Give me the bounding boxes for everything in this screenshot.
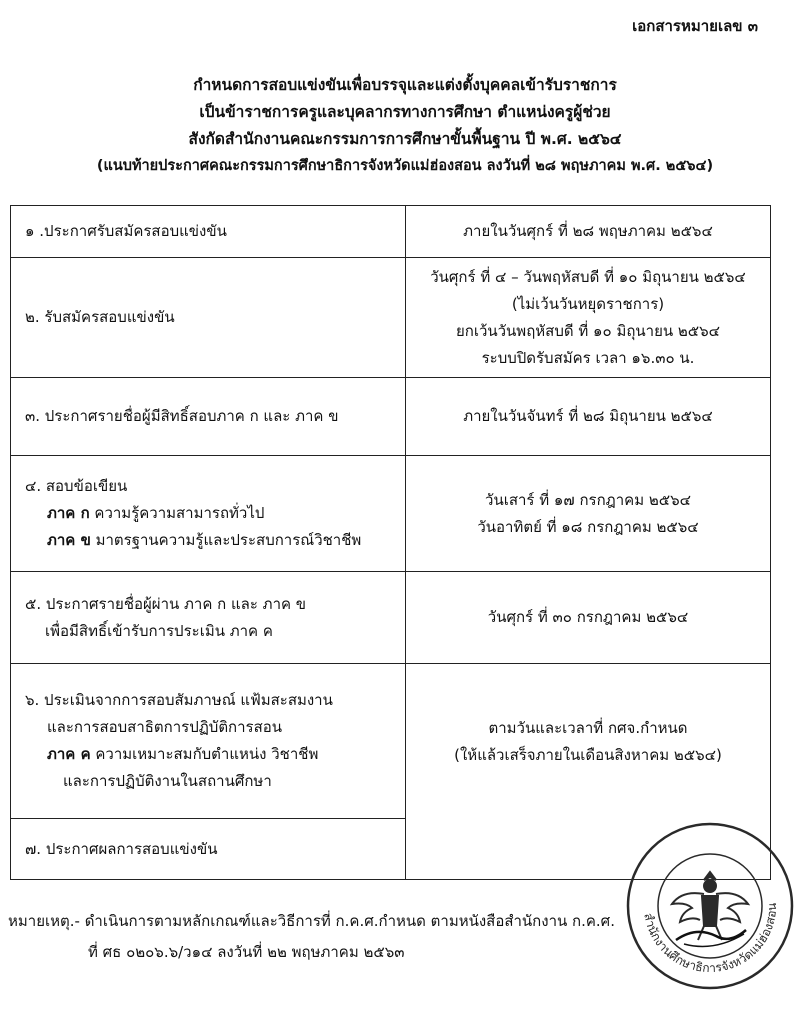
part-a-line: ภาค ก ความรู้ความสามารถทั่วไป — [47, 504, 265, 522]
item-line: เพื่อมีสิทธิ์เข้ารับการประเมิน ภาค ค — [45, 621, 273, 640]
table-row — [11, 664, 771, 819]
office-seal-stamp — [624, 820, 796, 992]
seal-text: สำนักงานศึกษาธิการจังหวัดแม่ฮ่องสอน — [641, 902, 780, 976]
date-line: วันศุกร์ ที่ ๔ – วันพฤหัสบดี ที่ ๑๐ มิถุนายน ๒๕๖๔ — [430, 267, 746, 286]
part-b-line: ภาค ข มาตรฐานความรู้และประสบการณ์วิชาชีพ — [47, 531, 362, 549]
date-pass-list: วันศุกร์ ที่ ๓๐ กรกฎาคม ๒๕๖๔ — [406, 572, 771, 664]
item-pass-list — [11, 572, 406, 664]
table-row — [11, 206, 771, 258]
item-line: ๖. ประเมินจากการสอบสัมภาษณ์ แฟ้มสะสมงาน — [25, 691, 333, 709]
table-row — [11, 572, 771, 664]
date-line: ตามวันและเวลาที่ กศจ.กำหนด — [488, 718, 688, 737]
date-line: วันเสาร์ ที่ ๑๗ กรกฎาคม ๒๕๖๔ — [485, 490, 691, 509]
remark-line-2: ที่ ศธ ๐๒๐๖.๖/ว๑๔ ลงวันที่ ๒๒ พฤษภาคม ๒๕๖๓ — [88, 943, 405, 961]
document-heading — [20, 72, 790, 180]
part-c-line: ภาค ค ความเหมาะสมกับตำแหน่ง วิชาชีพ — [47, 745, 319, 763]
item-line: และการปฏิบัติงานในสถานศึกษา — [63, 772, 272, 790]
heading-line-3: สังกัดสำนักงานคณะกรรมการการศึกษาขั้นพื้นฐาน ปี พ.ศ. ๒๕๖๔ — [188, 130, 622, 148]
date-line: (ให้แล้วเสร็จภายในเดือนสิงหาคม ๒๕๖๔) — [454, 745, 722, 764]
date-written-exam — [406, 456, 771, 572]
remark-line-1: หมายเหตุ.- ดำเนินการตามหลักเกณฑ์และวิธีการที่ ก.ค.ศ.กำหนด ตามหนังสือสำนักงาน ก.ค.ศ. — [8, 912, 615, 930]
heading-line-1: กำหนดการสอบแข่งขันเพื่อบรรจุและแต่งตั้งบุคคลเข้ารับราชการ — [193, 76, 617, 94]
item-assessment — [11, 664, 406, 819]
item-line: และการสอบสาธิตการปฏิบัติการสอน — [47, 718, 283, 736]
date-line: (ไม่เว้นวันหยุดราชการ) — [511, 294, 665, 313]
schedule-table — [10, 205, 771, 880]
part-a-label: ภาค ก — [47, 504, 90, 522]
part-c-label: ภาค ค — [47, 745, 91, 763]
heading-line-4: (แนบท้ายประกาศคณะกรรมการศึกษาธิการจังหวัดแม่ฮ่องสอน ลงวันที่ ๒๘ พฤษภาคม พ.ศ. ๒๕๖๔) — [96, 158, 714, 174]
item-announce-application: ๑ .ประกาศรับสมัครสอบแข่งขัน — [11, 206, 406, 258]
document-number: เอกสารหมายเลข ๓ — [632, 17, 758, 35]
date-announce-application: ภายในวันศุกร์ ที่ ๒๘ พฤษภาคม ๒๕๖๔ — [406, 206, 771, 258]
item-application-period: ๒. รับสมัครสอบแข่งขัน — [11, 258, 406, 378]
part-b-label: ภาค ข — [47, 531, 91, 549]
table-row — [11, 378, 771, 456]
garuda-emblem-icon — [672, 872, 748, 940]
remark-note — [8, 906, 615, 968]
date-line: ยกเว้นวันพฤหัสบดี ที่ ๑๐ มิถุนายน ๒๕๖๔ — [455, 321, 721, 340]
date-line: ระบบปิดรับสมัคร เวลา ๑๖.๓๐ น. — [481, 348, 695, 367]
heading-line-2: เป็นข้าราชการครูและบุคลากรทางการศึกษา ตำแหน่งครูผู้ช่วย — [199, 103, 611, 121]
table-row — [11, 258, 771, 378]
item-line: ๕. ประกาศรายชื่อผู้ผ่าน ภาค ก และ ภาค ข — [25, 594, 307, 613]
item-written-exam — [11, 456, 406, 572]
date-line: วันอาทิตย์ ที่ ๑๘ กรกฎาคม ๒๕๖๔ — [477, 517, 699, 536]
date-eligible-list: ภายในวันจันทร์ ที่ ๒๘ มิถุนายน ๒๕๖๔ — [406, 378, 771, 456]
item-eligible-list: ๓. ประกาศรายชื่อผู้มีสิทธิ์สอบภาค ก และ ภาค ข — [11, 378, 406, 456]
table-row — [11, 456, 771, 572]
item-announce-results: ๗. ประกาศผลการสอบแข่งขัน — [11, 819, 406, 880]
written-exam-title: ๔. สอบข้อเขียน — [25, 477, 128, 495]
date-application-period — [406, 258, 771, 378]
